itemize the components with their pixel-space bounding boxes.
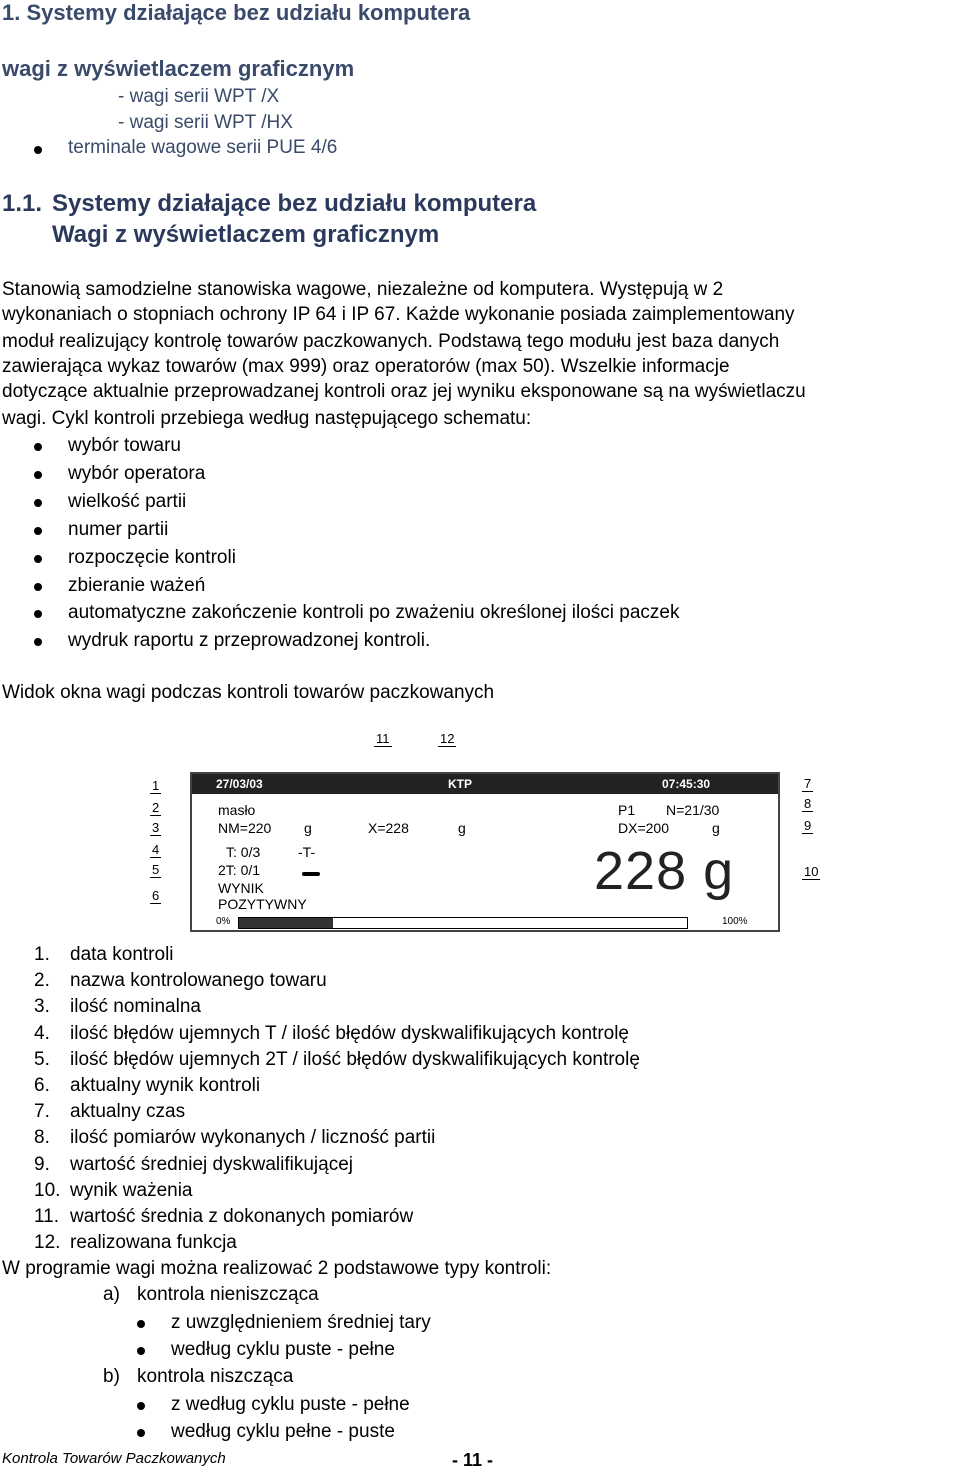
- paragraph-line-4: zawierająca wykaz towarów (max 999) oraz operatorów (max 50). Wszelkie informacje: [2, 356, 730, 377]
- legend-text: ilość nominalna: [70, 996, 201, 1018]
- legend-item: [34, 1023, 629, 1045]
- legend-text: wynik ważenia: [70, 1179, 193, 1201]
- legend-number: 10.: [34, 1179, 61, 1201]
- legend-number: 12.: [34, 1232, 61, 1254]
- lcd-p1: P1: [618, 802, 636, 818]
- paragraph-line-3: moduł realizujący kontrolę towarów paczkowanych. Podstawą tego modułu jest baza danych: [2, 331, 780, 352]
- legend-number: 3.: [34, 996, 50, 1018]
- legend-text: data kontroli: [70, 944, 174, 965]
- legend-item: [34, 1049, 640, 1071]
- type-b-text: kontrola niszcząca: [137, 1366, 294, 1387]
- bullet-icon: [34, 146, 42, 154]
- bullet-icon: [34, 443, 42, 451]
- legend-item: [34, 1101, 185, 1123]
- type-b-label: b): [103, 1366, 120, 1387]
- type-b-item-2: według cyklu pełne - puste: [171, 1421, 395, 1442]
- footer-title: Kontrola Towarów Paczkowanych: [2, 1450, 226, 1467]
- bullet-icon: [34, 527, 42, 535]
- lcd-t-symbol: -T-: [298, 844, 316, 860]
- section-subtitle: Wagi z wyświetlaczem graficznym: [52, 221, 440, 248]
- bullet-icon: [137, 1402, 145, 1410]
- paragraph-line-6: wagi. Cykl kontroli przebiega według następującego schematu:: [2, 408, 532, 429]
- bullet-icon: [34, 499, 42, 507]
- page-number: - 11 -: [452, 1450, 494, 1470]
- lcd-status-bar: [192, 774, 778, 794]
- list-item: rozpoczęcie kontroli: [68, 547, 236, 568]
- list-item: wielkość partii: [68, 491, 187, 512]
- legend-text: ilość błędów ujemnych 2T / ilość błędów dyskwalifikujących kontrolę: [70, 1048, 640, 1070]
- lcd-progress-min: 0%: [216, 916, 231, 927]
- toc-bullet-item[interactable]: terminale wagowe serii PUE 4/6: [68, 137, 338, 158]
- bullet-icon: [34, 638, 42, 646]
- legend-text: aktualny czas: [70, 1101, 186, 1123]
- legend-item: [34, 1127, 435, 1149]
- legend-item: [34, 1232, 237, 1254]
- legend-text: ilość błędów ujemnych T / ilość błędów dyskwalifikujących kontrolę: [70, 1022, 629, 1044]
- callout-8: 8: [804, 796, 812, 811]
- lcd-product: masło: [218, 802, 256, 818]
- lcd-count: N=21/30: [666, 802, 720, 818]
- lcd-nominal: NM=220: [218, 820, 272, 836]
- paragraph-line-2: wykonaniach o stopniach ochrony IP 64 i IP 67. Każde wykonanie posiada zaimplementowany: [2, 304, 795, 325]
- bullet-icon: [137, 1347, 145, 1355]
- lcd-progress-max: 100%: [722, 916, 748, 927]
- lcd-dx: DX=200: [618, 820, 669, 836]
- bullet-icon: [34, 583, 42, 591]
- legend-number: 5.: [34, 1048, 50, 1070]
- legend-number: 8.: [34, 1127, 50, 1149]
- bullet-icon: [34, 471, 42, 479]
- types-intro: W programie wagi można realizować 2 podstawowe typy kontroli:: [2, 1258, 552, 1279]
- list-item: zbieranie ważeń: [68, 575, 206, 596]
- callout-9: 9: [804, 818, 812, 833]
- lcd-mean: X=228: [368, 820, 409, 836]
- callout-12: 12: [440, 731, 455, 746]
- legend-number: 1.: [34, 944, 50, 965]
- lcd-dash-icon: [302, 872, 320, 876]
- list-item: wybór operatora: [68, 463, 206, 484]
- lcd-progress-bar: [238, 917, 688, 929]
- lcd-result-line2: POZYTYWNY: [218, 896, 307, 912]
- legend-item: [34, 996, 201, 1018]
- lcd-mean-unit: g: [458, 820, 466, 836]
- lcd-function: KTP: [448, 777, 472, 791]
- callout-4: 4: [152, 842, 160, 857]
- section-number: 1.1.: [2, 190, 43, 217]
- legend-text: nazwa kontrolowanego towaru: [70, 970, 327, 992]
- paragraph-line-5: dotyczące aktualnie przeprowadzanej kontroli oraz jej wyniku eksponowane są na wyświetlaczu: [2, 381, 806, 402]
- lcd-time: 07:45:30: [662, 777, 711, 791]
- callout-1: 1: [152, 778, 160, 793]
- legend-number: 7.: [34, 1101, 50, 1123]
- legend-item: [34, 1180, 193, 1202]
- legend-item: [34, 1075, 260, 1097]
- legend-number: 9.: [34, 1153, 50, 1175]
- lcd-t-errors: T: 0/3: [226, 844, 261, 860]
- type-a-item-2: według cyklu puste - pełne: [171, 1339, 395, 1360]
- callout-7: 7: [804, 776, 812, 791]
- bullet-icon: [137, 1429, 145, 1437]
- lcd-result-line1: WYNIK: [218, 880, 264, 896]
- lcd-nominal-unit: g: [304, 820, 312, 836]
- bullet-icon: [34, 555, 42, 563]
- type-a-label: a): [103, 1284, 120, 1305]
- lcd-screen: [190, 772, 780, 932]
- legend-text: wartość średnia z dokonanych pomiarów: [70, 1206, 414, 1227]
- legend-number: 2.: [34, 970, 50, 992]
- legend-item: [34, 944, 174, 966]
- legend-number: 6.: [34, 1075, 50, 1096]
- lcd-date: 27/03/03: [216, 777, 263, 791]
- lcd-dx-unit: g: [712, 820, 720, 836]
- callout-6: 6: [152, 888, 160, 903]
- lcd-weight: 228 g: [594, 841, 735, 901]
- view-caption: Widok okna wagi podczas kontroli towarów paczkowanych: [2, 682, 495, 703]
- callout-11: 11: [376, 731, 390, 746]
- legend-text: wartość średniej dyskwalifikującej: [70, 1153, 353, 1175]
- list-item: automatyczne zakończenie kontroli po zważeniu określonej ilości paczek: [68, 602, 680, 623]
- legend-item: [34, 1154, 353, 1176]
- toc-sub-heading[interactable]: wagi z wyświetlaczem graficznym: [2, 56, 355, 81]
- legend-item: [34, 1206, 413, 1228]
- list-item: numer partii: [68, 519, 169, 540]
- bullet-icon: [137, 1320, 145, 1328]
- callout-10: 10: [804, 864, 819, 879]
- legend-number: 4.: [34, 1022, 50, 1044]
- type-a-text: kontrola nieniszcząca: [137, 1284, 319, 1305]
- type-b-item-1: z według cyklu puste - pełne: [171, 1394, 410, 1415]
- callout-3: 3: [152, 820, 160, 835]
- toc-sub-item-2[interactable]: - wagi serii WPT /HX: [118, 112, 293, 133]
- lcd-progress-fill: [239, 918, 333, 928]
- paragraph-line-1: Stanowią samodzielne stanowiska wagowe, niezależne od komputera. Występują w 2: [2, 279, 724, 300]
- legend-text: ilość pomiarów wykonanych / liczność partii: [70, 1127, 436, 1149]
- scale-display-diagram: [150, 728, 830, 943]
- bullet-icon: [34, 610, 42, 618]
- list-item: wybór towaru: [68, 435, 181, 456]
- legend-number: 11.: [34, 1206, 60, 1227]
- toc-heading[interactable]: 1. Systemy działające bez udziału komputera: [2, 0, 471, 25]
- toc-sub-item-1[interactable]: - wagi serii WPT /X: [118, 86, 280, 107]
- legend-item: [34, 970, 327, 992]
- lcd-2t-errors: 2T: 0/1: [218, 862, 261, 878]
- list-item: wydruk raportu z przeprowadzonej kontroli.: [68, 630, 431, 651]
- section-title: Systemy działające bez udziału komputera: [52, 190, 537, 217]
- legend-text: realizowana funkcja: [70, 1232, 237, 1254]
- legend-text: aktualny wynik kontroli: [70, 1075, 261, 1096]
- callout-5: 5: [152, 862, 160, 877]
- type-a-item-1: z uwzględnieniem średniej tary: [171, 1312, 431, 1333]
- callout-2: 2: [152, 800, 160, 815]
